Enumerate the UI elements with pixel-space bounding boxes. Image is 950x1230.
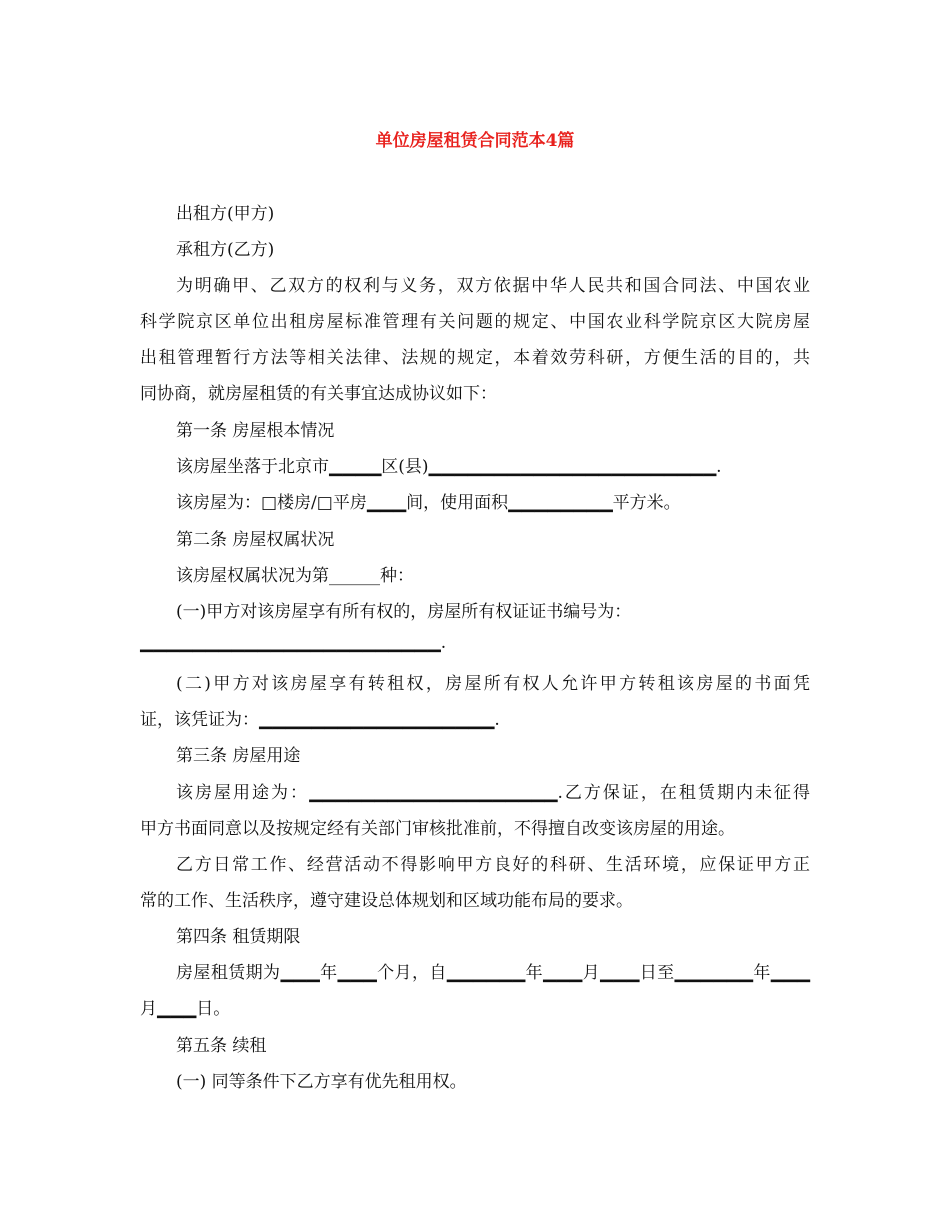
article-1-location: 该房屋坐落于北京市▁▁▁▁区(县)▁▁▁▁▁▁▁▁▁▁▁▁▁▁▁▁▁▁▁▁▁▁. [176,457,722,477]
intro-line-1: 为明确甲、乙双方的权利与义务，双方依据中华人民共和国合同法、中国农业 [176,276,810,296]
article-1-title: 第一条 房屋根本情况 [176,421,335,441]
article-3-title: 第三条 房屋用途 [176,746,301,766]
article-4-line-2: 月▁▁▁日。 [140,999,231,1019]
intro-line-2: 科学院京区单位出租房屋标准管理有关问题的规定、中国农业科学院京区大院房屋 [140,312,810,332]
article-4-line-1: 房屋租赁期为▁▁▁年▁▁▁个月，自▁▁▁▁▁▁年▁▁▁月▁▁▁日至▁▁▁▁▁▁年▁▁▁ [176,963,810,983]
article-2-item-2-line-1: (二)甲方对该房屋享有转租权，房屋所有权人允许甲方转租该房屋的书面凭 [176,674,810,694]
document-title: 单位房屋租赁合同范本4篇 [375,131,575,151]
article-1-type: 该房屋为：□楼房/□平房▁▁▁间，使用面积▁▁▁▁▁▁▁▁平方米。 [176,493,681,513]
article-3-line-1: 该房屋用途为：▁▁▁▁▁▁▁▁▁▁▁▁▁▁▁▁▁▁▁.乙方保证，在租赁期内未征得 [176,783,810,803]
article-3-para-2-line-1: 乙方日常工作、经营活动不得影响甲方良好的科研、生活环境，应保证甲方正 [176,855,810,875]
article-5-title: 第五条 续租 [176,1036,267,1056]
article-4-title: 第四条 租赁期限 [176,927,301,947]
intro-line-4: 同协商，就房屋租赁的有关事宜达成协议如下： [140,384,497,404]
article-2-kind: 该房屋权属状况为第______种： [176,566,414,586]
article-2-title: 第二条 房屋权属状况 [176,530,335,550]
article-2-item-1-blank: ▁▁▁▁▁▁▁▁▁▁▁▁▁▁▁▁▁▁▁▁▁▁▁. [140,633,447,653]
article-5-item-1: (一) 同等条件下乙方享有优先租用权。 [176,1072,467,1092]
party-a-label: 出租方(甲方) [176,204,275,224]
party-b-label: 承租方(乙方) [176,240,275,260]
article-2-item-2-line-2: 证，该凭证为：▁▁▁▁▁▁▁▁▁▁▁▁▁▁▁▁▁▁. [140,710,500,730]
article-2-item-1: (一)甲方对该房屋享有所有权的，房屋所有权证证书编号为： [176,602,632,622]
article-3-para-2-line-2: 常的工作、生活秩序，遵守建设总体规划和区域功能布局的要求。 [140,891,633,911]
intro-line-3: 出租管理暂行方法等相关法律、法规的规定，本着效劳科研，方便生活的目的，共 [140,348,810,368]
article-3-line-2: 甲方书面同意以及按规定经有关部门审核批准前，不得擅自改变该房屋的用途。 [140,819,735,839]
